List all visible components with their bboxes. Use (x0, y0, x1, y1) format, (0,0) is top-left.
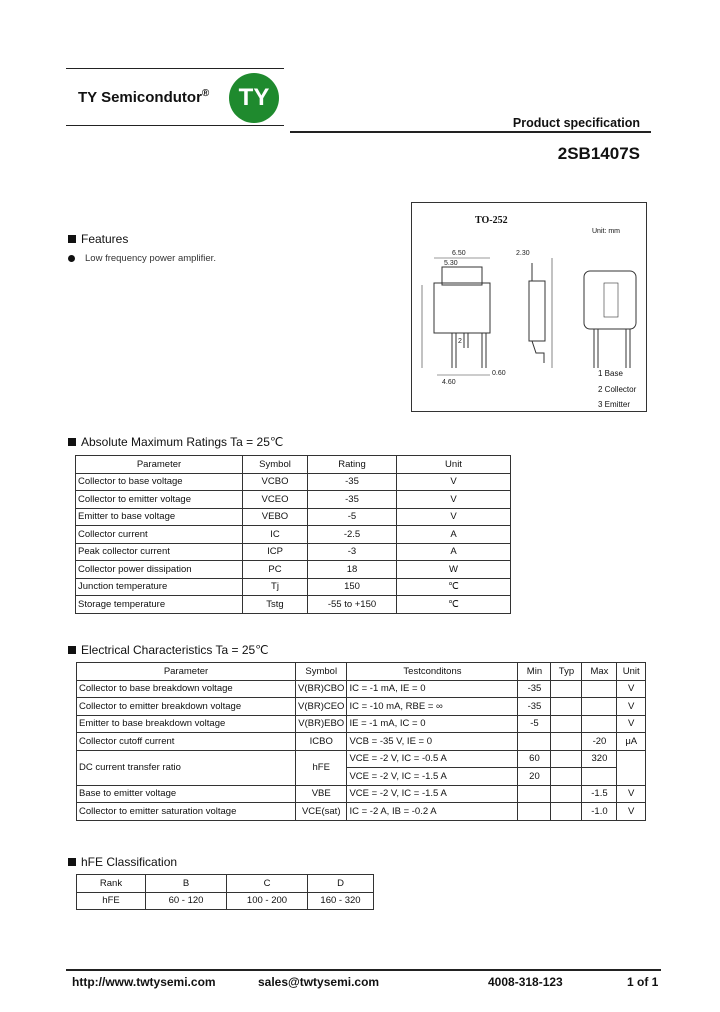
table-row (77, 892, 374, 910)
table-row (77, 803, 646, 821)
table-row (77, 875, 374, 893)
table-cell (582, 698, 617, 716)
table-cell: -5 (518, 715, 551, 733)
table-row (77, 750, 646, 768)
table-cell: -1.0 (582, 803, 617, 821)
table-cell: Emitter to base voltage (76, 508, 243, 526)
table-cell: IC = -10 mA, RBE = ∞ (347, 698, 518, 716)
package-drawing (411, 202, 647, 412)
col-header: Testconditons (347, 663, 518, 681)
table-row (77, 698, 646, 716)
table-cell: -55 to +150 (308, 596, 397, 614)
table-cell (551, 733, 582, 751)
pin-legend (598, 366, 636, 413)
table-cell: Junction temperature (76, 578, 243, 596)
table-cell: V (617, 680, 646, 698)
package-name: TO-252 (475, 215, 508, 226)
table-cell: ℃ (397, 578, 511, 596)
table-cell: B (146, 875, 227, 893)
table-row (77, 680, 646, 698)
table-cell: Base to emitter voltage (77, 785, 296, 803)
features-heading: Features (68, 232, 128, 246)
table-cell: D (308, 875, 374, 893)
front-tab (442, 267, 482, 285)
table-cell: 60 (518, 750, 551, 768)
table-cell: VCB = -35 V, IE = 0 (347, 733, 518, 751)
table-row (76, 491, 511, 509)
table-cell: V (617, 715, 646, 733)
table-cell: 60 - 120 (146, 892, 227, 910)
table-cell: 20 (518, 768, 551, 786)
abs-max-heading: Absolute Maximum Ratings Ta = 25℃ (68, 435, 283, 449)
svg-text:2: 2 (458, 338, 462, 345)
header-rule-top (66, 68, 284, 69)
table-cell: V(BR)CEO (296, 698, 347, 716)
pin-1-label: 1 Base (598, 369, 623, 378)
col-header: Rating (308, 456, 397, 474)
table-cell: Collector to emitter saturation voltage (77, 803, 296, 821)
table-cell: 150 (308, 578, 397, 596)
brand-name: TY Semicondutor® (78, 88, 210, 106)
table-cell: IE = -1 mA, IC = 0 (347, 715, 518, 733)
table-cell: V(BR)CBO (296, 680, 347, 698)
table-cell: ℃ (397, 596, 511, 614)
table-cell: -35 (518, 680, 551, 698)
header-divider (290, 131, 651, 133)
table-cell: -2.5 (308, 526, 397, 544)
col-header: Parameter (76, 456, 243, 474)
table-cell: Collector to base voltage (76, 473, 243, 491)
svg-text:4.60: 4.60 (442, 379, 456, 386)
ty-logo: TY (229, 73, 279, 123)
table-cell: V (397, 473, 511, 491)
hfe-heading: hFE Classification (68, 855, 177, 869)
table-cell: Rank (77, 875, 146, 893)
col-header: Parameter (77, 663, 296, 681)
table-row (77, 715, 646, 733)
table-cell (582, 680, 617, 698)
back-body (584, 271, 636, 329)
table-cell: Collector to emitter voltage (76, 491, 243, 509)
table-cell (582, 768, 617, 786)
col-header: Max (582, 663, 617, 681)
table-cell: -5 (308, 508, 397, 526)
table-cell: VCE(sat) (296, 803, 347, 821)
col-header: Unit (397, 456, 511, 474)
table-cell: PC (243, 561, 308, 579)
col-header: Typ (551, 663, 582, 681)
table-cell: V(BR)EBO (296, 715, 347, 733)
table-cell: ICBO (296, 733, 347, 751)
col-header: Symbol (296, 663, 347, 681)
table-cell: DC current transfer ratio (77, 750, 296, 785)
table-cell: VCBO (243, 473, 308, 491)
table-cell: Emitter to base breakdown voltage (77, 715, 296, 733)
table-cell: hFE (296, 750, 347, 785)
table-row (76, 561, 511, 579)
table-cell: Tstg (243, 596, 308, 614)
table-cell (518, 733, 551, 751)
hfe-table (76, 874, 374, 910)
footer-divider (66, 969, 661, 971)
table-cell: V (617, 785, 646, 803)
table-cell: IC = -2 A, IB = -0.2 A (347, 803, 518, 821)
table-cell (551, 715, 582, 733)
col-header: Min (518, 663, 551, 681)
svg-text:5.30: 5.30 (444, 260, 458, 267)
table-cell: VCE = -2 V, IC = -0.5 A (347, 750, 518, 768)
table-cell: V (397, 491, 511, 509)
table-cell: Tj (243, 578, 308, 596)
package-unit: Unit: mm (592, 228, 620, 235)
table-row (76, 596, 511, 614)
elec-heading: Electrical Characteristics Ta = 25℃ (68, 643, 269, 657)
front-body (434, 283, 490, 333)
table-cell: A (397, 543, 511, 561)
table-cell (551, 803, 582, 821)
table-cell (551, 750, 582, 768)
table-cell: Storage temperature (76, 596, 243, 614)
pin-3-label: 3 Emitter (598, 400, 631, 409)
table-row (76, 578, 511, 596)
table-cell (551, 768, 582, 786)
table-cell: VCE = -2 V, IC = -1.5 A (347, 768, 518, 786)
part-number: 2SB1407S (557, 144, 640, 163)
table-cell: -35 (518, 698, 551, 716)
col-header: Unit (617, 663, 646, 681)
table-cell: 160 - 320 (308, 892, 374, 910)
table-cell: -1.5 (582, 785, 617, 803)
table-cell: -35 (308, 473, 397, 491)
header-rule-bottom (66, 125, 284, 126)
doc-type: Product specification (512, 116, 640, 130)
table-cell: μA (617, 733, 646, 751)
svg-text:6.50: 6.50 (452, 250, 466, 257)
table-row (77, 733, 646, 751)
table-cell: VBE (296, 785, 347, 803)
table-cell: -35 (308, 491, 397, 509)
table-row (76, 473, 511, 491)
table-cell (617, 750, 646, 785)
table-header-row (77, 663, 646, 681)
table-cell: Collector cutoff current (77, 733, 296, 751)
table-cell: VCEO (243, 491, 308, 509)
table-cell (582, 715, 617, 733)
table-cell: V (617, 698, 646, 716)
svg-text:0.60: 0.60 (492, 370, 506, 377)
table-cell: W (397, 561, 511, 579)
footer-website-link[interactable]: http://www.twtysemi.com (72, 975, 216, 989)
table-cell: A (397, 526, 511, 544)
table-cell: C (227, 875, 308, 893)
footer-page: 1 of 1 (627, 975, 659, 989)
table-cell: VEBO (243, 508, 308, 526)
table-cell: Collector to base breakdown voltage (77, 680, 296, 698)
table-header-row (76, 456, 511, 474)
table-cell: ICP (243, 543, 308, 561)
table-cell: Peak collector current (76, 543, 243, 561)
table-row (77, 785, 646, 803)
table-cell: 18 (308, 561, 397, 579)
table-cell: Collector to emitter breakdown voltage (77, 698, 296, 716)
table-cell: V (617, 803, 646, 821)
abs-max-table (75, 455, 511, 614)
table-cell (551, 680, 582, 698)
table-cell (518, 803, 551, 821)
table-row (76, 508, 511, 526)
footer-email-link[interactable]: sales@twtysemi.com (258, 975, 380, 989)
col-header: Symbol (243, 456, 308, 474)
table-cell: IC = -1 mA, IE = 0 (347, 680, 518, 698)
pin-2-label: 2 Collector (598, 384, 637, 394)
table-cell: VCE = -2 V, IC = -1.5 A (347, 785, 518, 803)
table-cell: -20 (582, 733, 617, 751)
table-cell: Collector power dissipation (76, 561, 243, 579)
table-cell: V (397, 508, 511, 526)
table-cell: -3 (308, 543, 397, 561)
footer-phone: 4008-318-123 (488, 975, 563, 989)
table-cell (551, 698, 582, 716)
table-cell: hFE (77, 892, 146, 910)
side-body (529, 281, 545, 341)
table-cell: 100 - 200 (227, 892, 308, 910)
svg-text:2.30: 2.30 (516, 250, 530, 257)
table-cell (551, 785, 582, 803)
table-cell: 320 (582, 750, 617, 768)
table-cell (518, 785, 551, 803)
feature-item: Low frequency power amplifier. (68, 253, 216, 264)
table-row (76, 543, 511, 561)
table-cell: Collector current (76, 526, 243, 544)
elec-table (76, 662, 646, 821)
table-row (76, 526, 511, 544)
table-cell: IC (243, 526, 308, 544)
